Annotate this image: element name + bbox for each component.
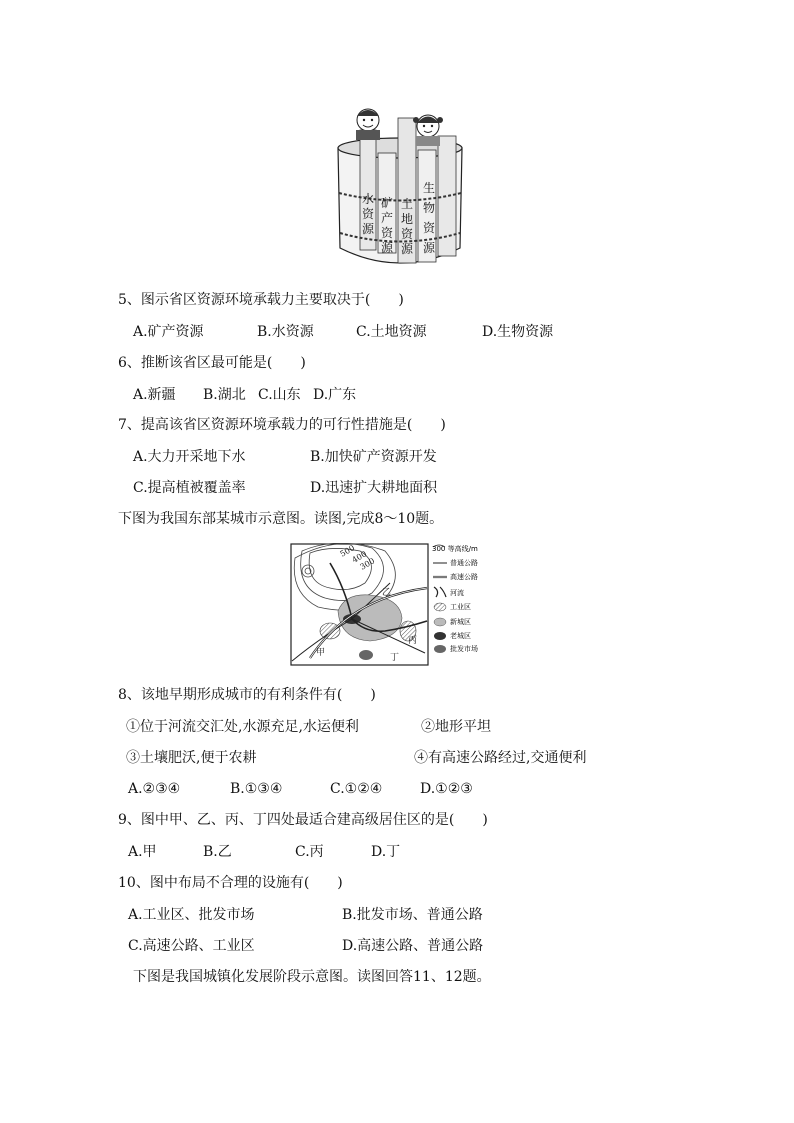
girl-icon (413, 115, 443, 146)
stave-label-land: 土地资源 (401, 197, 414, 256)
q5-option-a: A.矿产资源 (133, 324, 204, 340)
place-label-jia: 甲 (316, 648, 326, 658)
question-6-stem: 6、推断该省区最可能是( ) (118, 355, 306, 371)
question-5-stem: 5、图示省区资源环境承载力主要取决于( ) (118, 292, 404, 308)
question-9-stem: 9、图中甲、乙、丙、丁四处最适合建高级居住区的是( ) (118, 812, 488, 828)
q5-option-c: C.土地资源 (356, 324, 427, 340)
legend-ordinary-road: 普通公路 (450, 559, 478, 567)
q10-option-c: C.高速公路、工业区 (128, 938, 255, 954)
question-8-stem: 8、该地早期形成城市的有利条件有( ) (118, 687, 376, 703)
legend-river: 河流 (450, 589, 464, 597)
stave-label-mineral: 矿产资源 (381, 196, 394, 255)
stave-label-bio: 生物资源 (423, 181, 436, 255)
q8-option-a: A.②③④ (128, 781, 181, 797)
q6-option-b: B.湖北 (203, 387, 246, 403)
stave-label-water: 水资源 (362, 192, 375, 236)
q8-option-d: D.①②③ (420, 781, 473, 797)
q7-option-b: B.加快矿产资源开发 (310, 449, 437, 465)
q5-option-b: B.水资源 (257, 324, 314, 340)
q10-option-d: D.高速公路、普通公路 (342, 938, 484, 954)
legend-industrial: 工业区 (450, 603, 471, 611)
q8-option-c: C.①②④ (330, 781, 383, 797)
q9-option-c: C.丙 (295, 844, 324, 860)
q7-option-d: D.迅速扩大耕地面积 (310, 480, 438, 496)
question-7-stem: 7、提高该省区资源环境承载力的可行性措施是( ) (118, 417, 446, 433)
city-map-figure (290, 543, 500, 666)
legend-wholesale: 批发市场 (450, 645, 478, 653)
intro-map: 下图为我国东部某城市示意图。读图,完成8～10题。 (118, 511, 444, 527)
q10-option-b: B.批发市场、普通公路 (342, 907, 483, 923)
barrel-figure (330, 108, 470, 273)
map-legend (432, 544, 478, 653)
legend-contour: 300 等高线/m (432, 545, 478, 553)
contour-label-500: 500 (338, 543, 357, 559)
q8-statement-2: ②地形平坦 (421, 719, 491, 735)
q9-option-b: B.乙 (203, 844, 232, 860)
question-10-stem: 10、图中布局不合理的设施有( ) (118, 875, 343, 891)
boy-icon (356, 109, 380, 140)
q9-option-d: D.丁 (371, 844, 401, 860)
place-label-bing: 丙 (408, 636, 418, 646)
q5-option-d: D.生物资源 (482, 324, 554, 340)
q10-option-a: A.工业区、批发市场 (128, 907, 255, 923)
contour-label-300: 300 (358, 556, 377, 572)
contour-label-400: 400 (350, 549, 369, 565)
q6-option-a: A.新疆 (133, 387, 176, 403)
q9-option-a: A.甲 (128, 844, 157, 860)
q8-statement-3: ③土壤肥沃,便于农耕 (126, 750, 257, 766)
legend-new-city: 新城区 (450, 618, 471, 626)
place-label-ding: 丁 (390, 653, 400, 663)
q8-option-b: B.①③④ (230, 781, 283, 797)
q7-option-a: A.大力开采地下水 (133, 449, 246, 465)
q8-statement-4: ④有高速公路经过,交通便利 (414, 750, 587, 766)
intro-urbanization: 下图是我国城镇化发展阶段示意图。读图回答11、12题。 (133, 969, 491, 985)
place-label-yi: 乙 (382, 588, 392, 598)
q8-statement-1: ①位于河流交汇处,水源充足,水运便利 (126, 719, 359, 735)
legend-expressway: 高速公路 (450, 573, 478, 581)
q6-option-d: D.广东 (313, 387, 357, 403)
q7-option-c: C.提高植被覆盖率 (133, 480, 246, 496)
q6-option-c: C.山东 (258, 387, 301, 403)
legend-old-city: 老城区 (450, 632, 471, 640)
